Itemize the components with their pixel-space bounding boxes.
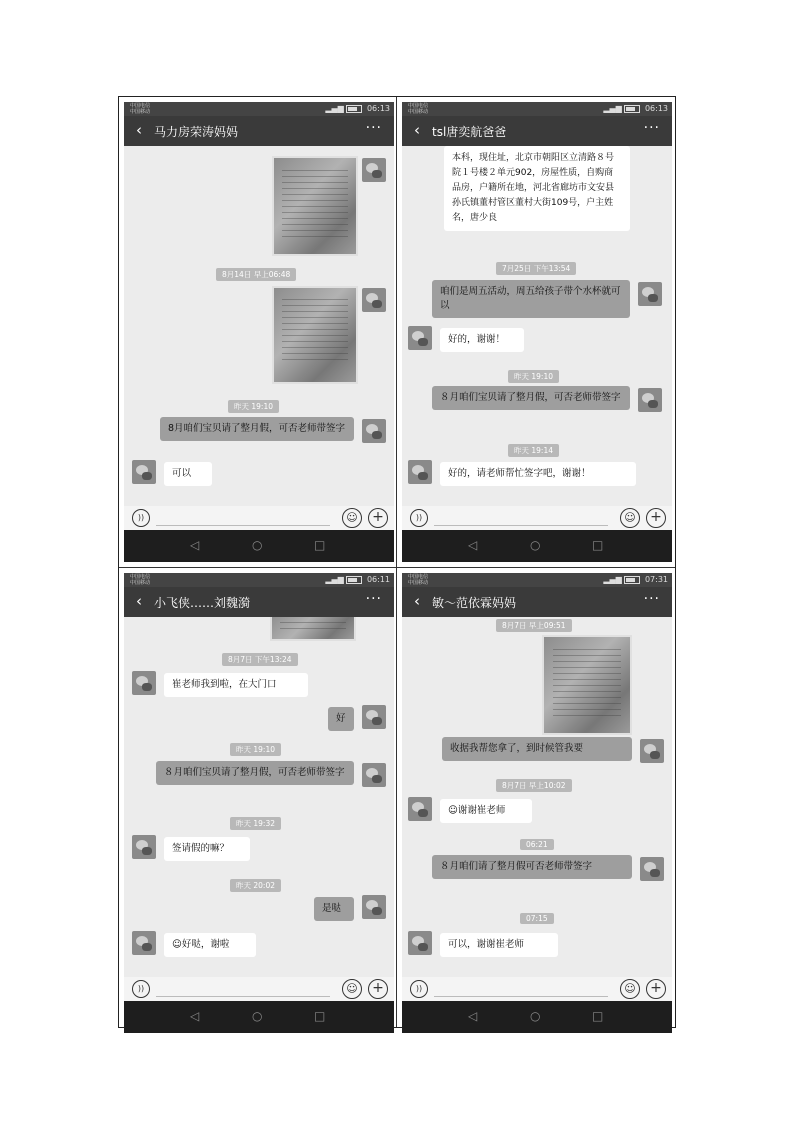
- message-text: 好哒，谢啦: [181, 939, 230, 950]
- timestamp: 06:21: [520, 839, 554, 850]
- chat-title: 小飞侠……刘魏漪: [154, 596, 251, 610]
- chat-title: tsl唐奕航爸爸: [432, 125, 507, 139]
- chat-area[interactable]: [402, 146, 672, 506]
- plus-icon[interactable]: +: [646, 979, 666, 999]
- message-bubble[interactable]: 好的，谢谢！: [440, 328, 524, 352]
- status-bar: [402, 573, 672, 587]
- circle-home-icon[interactable]: ○: [252, 1009, 263, 1023]
- emoji-icon[interactable]: ☺: [342, 508, 362, 528]
- triangle-back-icon[interactable]: ◁: [468, 1009, 478, 1023]
- message-bubble[interactable]: 可以，谢谢崔老师: [440, 933, 558, 957]
- battery-icon: [624, 105, 640, 113]
- chat-area[interactable]: [124, 146, 394, 506]
- timestamp: 昨天 20:02: [230, 879, 281, 892]
- triangle-back-icon[interactable]: ◁: [190, 1009, 200, 1023]
- thumbs-up-emoji-icon: ☺: [448, 805, 458, 816]
- input-field[interactable]: [156, 525, 330, 526]
- square-recent-icon[interactable]: □: [592, 1009, 604, 1023]
- signal-icon: ▂▄▆: [325, 104, 344, 113]
- input-bar: [402, 977, 672, 1001]
- system-nav-bar: [124, 1001, 394, 1033]
- avatar[interactable]: [640, 739, 664, 763]
- triangle-back-icon[interactable]: ◁: [468, 538, 478, 552]
- emoji-icon[interactable]: ☺: [620, 979, 640, 999]
- vertical-divider: [396, 97, 397, 1027]
- avatar[interactable]: [408, 460, 432, 484]
- input-bar: [124, 506, 394, 530]
- message-text: 谢谢崔老师: [457, 805, 506, 816]
- message-bubble[interactable]: 好: [328, 707, 354, 731]
- battery-icon: [346, 576, 362, 584]
- avatar[interactable]: [132, 931, 156, 955]
- more-dots-icon[interactable]: ···: [365, 591, 382, 607]
- input-field[interactable]: [434, 996, 608, 997]
- avatar[interactable]: [408, 326, 432, 350]
- smile-emoji-icon: ☺: [172, 939, 182, 950]
- phone-panel-1: [124, 102, 394, 562]
- avatar[interactable]: [362, 288, 386, 312]
- circle-home-icon[interactable]: ○: [252, 538, 263, 552]
- message-bubble[interactable]: 收据我帮您拿了，到时候管我要: [442, 737, 632, 761]
- avatar[interactable]: [362, 158, 386, 182]
- image-message[interactable]: [272, 156, 358, 256]
- image-message[interactable]: [270, 617, 356, 641]
- circle-home-icon[interactable]: ○: [530, 538, 541, 552]
- status-time: 07:31: [644, 575, 668, 584]
- plus-icon[interactable]: +: [368, 508, 388, 528]
- voice-icon[interactable]: )): [410, 509, 428, 527]
- chat-header: [402, 116, 672, 146]
- battery-icon: [346, 105, 362, 113]
- status-right: [325, 104, 390, 113]
- status-right: [603, 575, 668, 584]
- more-dots-icon[interactable]: ···: [643, 120, 660, 136]
- message-bubble[interactable]: 可以: [164, 462, 212, 486]
- timestamp: 7月25日 下午13:54: [496, 262, 576, 275]
- image-message[interactable]: [272, 286, 358, 384]
- avatar[interactable]: [638, 388, 662, 412]
- signal-icon: ▂▄▆: [603, 104, 622, 113]
- message-bubble[interactable]: 崔老师我到啦，在大门口: [164, 673, 308, 697]
- horizontal-divider: [119, 567, 675, 568]
- chevron-left-icon[interactable]: ‹: [414, 121, 420, 139]
- chevron-left-icon[interactable]: ‹: [136, 592, 142, 610]
- timestamp: 昨天 19:10: [508, 370, 559, 383]
- message-bubble[interactable]: 咱们是周五活动，周五给孩子带个水杯就可以: [432, 280, 630, 318]
- timestamp: 昨天 19:10: [228, 400, 279, 413]
- status-bar: [402, 102, 672, 116]
- input-bar: [402, 506, 672, 530]
- signal-icon: ▂▄▆: [325, 575, 344, 584]
- chat-title: 马力房荣涛妈妈: [154, 125, 239, 139]
- avatar[interactable]: [408, 931, 432, 955]
- timestamp: 昨天 19:32: [230, 817, 281, 830]
- chat-header: [402, 587, 672, 617]
- timestamp: 8月7日 早上09:51: [496, 619, 572, 632]
- timestamp: 昨天 19:10: [230, 743, 281, 756]
- phone-panel-2: [402, 102, 672, 562]
- avatar[interactable]: [408, 797, 432, 821]
- message-bubble[interactable]: [164, 933, 256, 957]
- battery-icon: [624, 576, 640, 584]
- system-nav-bar: [402, 1001, 672, 1033]
- chevron-left-icon[interactable]: ‹: [414, 592, 420, 610]
- emoji-icon[interactable]: ☺: [620, 508, 640, 528]
- triangle-back-icon[interactable]: ◁: [190, 538, 200, 552]
- message-bubble[interactable]: 是哒: [314, 897, 354, 921]
- carrier-label: 中国电信 中国移动: [408, 574, 429, 586]
- emoji-icon[interactable]: ☺: [342, 979, 362, 999]
- status-time: 06:13: [644, 104, 668, 113]
- status-time: 06:13: [366, 104, 390, 113]
- avatar[interactable]: [132, 835, 156, 859]
- more-dots-icon[interactable]: ···: [643, 591, 660, 607]
- timestamp: 昨天 19:14: [508, 444, 559, 457]
- message-bubble[interactable]: 签请假的嘛？: [164, 837, 250, 861]
- message-bubble[interactable]: [440, 799, 532, 823]
- screenshot-sheet: [118, 96, 676, 1028]
- system-nav-bar: [402, 530, 672, 562]
- status-bar: [124, 102, 394, 116]
- message-bubble[interactable]: 8月咱们宝贝请了整月假，可否老师带签字: [160, 417, 354, 441]
- input-field[interactable]: [156, 996, 330, 997]
- message-bubble[interactable]: ８月咱们请了整月假可否老师带签字: [432, 855, 632, 879]
- chat-area[interactable]: [402, 617, 672, 977]
- message-bubble[interactable]: ８月咱们宝贝请了整月假，可否老师带签字: [156, 761, 354, 785]
- message-bubble[interactable]: 本科，现住址，北京市朝阳区立清路８号院１号楼２单元902，房屋性质，自购商品房，户籍所在地，河北省廊坊市文安县孙氏镇董村管区董村大街109号，户主姓名，唐少良: [444, 146, 630, 231]
- carrier-label: 中国电信 中国移动: [130, 574, 151, 586]
- chevron-left-icon[interactable]: ‹: [136, 121, 142, 139]
- voice-icon[interactable]: )): [410, 980, 428, 998]
- phone-panel-3: [124, 573, 394, 1033]
- avatar[interactable]: [362, 895, 386, 919]
- avatar[interactable]: [362, 763, 386, 787]
- avatar[interactable]: [640, 857, 664, 881]
- timestamp: 8月7日 早上10:02: [496, 779, 572, 792]
- timestamp: 8月7日 下午13:24: [222, 653, 298, 666]
- image-message[interactable]: [542, 635, 632, 735]
- avatar[interactable]: [132, 671, 156, 695]
- more-dots-icon[interactable]: ···: [365, 120, 382, 136]
- avatar[interactable]: [132, 460, 156, 484]
- avatar[interactable]: [638, 282, 662, 306]
- input-field[interactable]: [434, 525, 608, 526]
- square-recent-icon[interactable]: □: [314, 1009, 326, 1023]
- chat-header: [124, 587, 394, 617]
- status-time: 06:11: [366, 575, 390, 584]
- avatar[interactable]: [362, 419, 386, 443]
- input-bar: [124, 977, 394, 1001]
- timestamp: 07:15: [520, 913, 554, 924]
- timestamp: 8月14日 早上06:48: [216, 268, 296, 281]
- circle-home-icon[interactable]: ○: [530, 1009, 541, 1023]
- square-recent-icon[interactable]: □: [592, 538, 604, 552]
- voice-icon[interactable]: )): [132, 509, 150, 527]
- phone-panel-4: [402, 573, 672, 1033]
- carrier-label: 中国电信 中国移动: [408, 103, 429, 115]
- status-right: [325, 575, 390, 584]
- signal-icon: ▂▄▆: [603, 575, 622, 584]
- chat-header: [124, 116, 394, 146]
- chat-area[interactable]: [124, 617, 394, 977]
- avatar[interactable]: [362, 705, 386, 729]
- carrier-label: 中国电信 中国移动: [130, 103, 151, 115]
- status-right: [603, 104, 668, 113]
- system-nav-bar: [124, 530, 394, 562]
- message-bubble[interactable]: 好的，请老师帮忙签字吧，谢谢！: [440, 462, 636, 486]
- status-bar: [124, 573, 394, 587]
- voice-icon[interactable]: )): [132, 980, 150, 998]
- plus-icon[interactable]: +: [368, 979, 388, 999]
- square-recent-icon[interactable]: □: [314, 538, 326, 552]
- plus-icon[interactable]: +: [646, 508, 666, 528]
- chat-title: 敏～范依霖妈妈: [432, 596, 517, 610]
- message-bubble[interactable]: ８月咱们宝贝请了整月假，可否老师带签字: [432, 386, 630, 410]
